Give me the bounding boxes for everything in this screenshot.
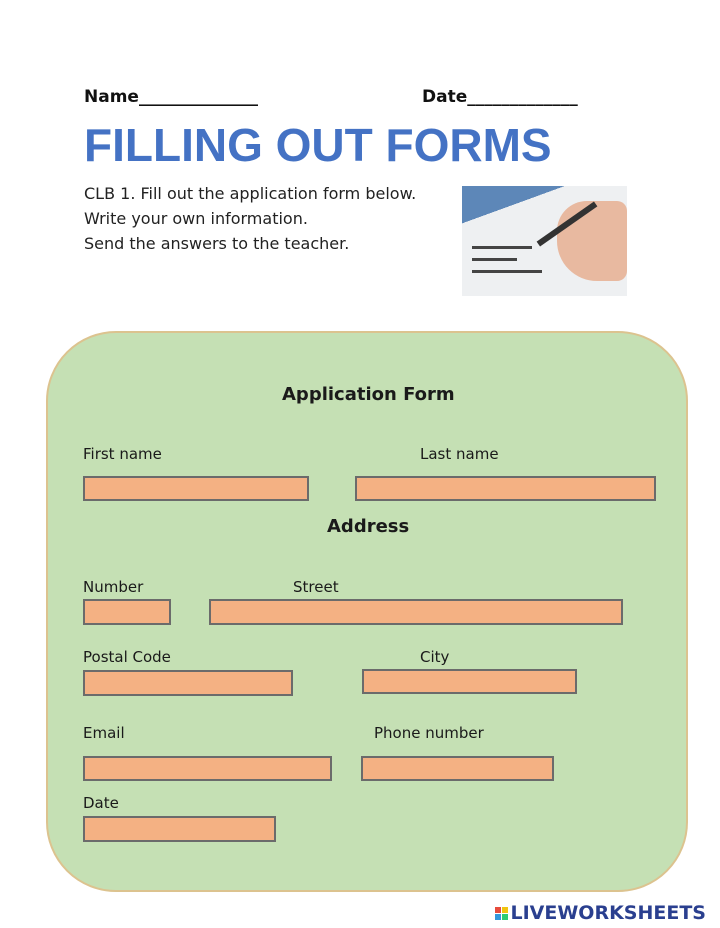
date-line: Date_____________ (422, 87, 578, 107)
instruction-2: Write your own information. (84, 209, 308, 228)
last-name-label: Last name (420, 445, 499, 463)
postal-code-input[interactable] (83, 670, 293, 696)
email-input[interactable] (83, 756, 332, 781)
name-line: Name______________ (84, 87, 258, 107)
phone-label: Phone number (374, 724, 484, 742)
email-label: Email (83, 724, 125, 742)
city-label: City (420, 648, 450, 666)
last-name-input[interactable] (355, 476, 656, 501)
logo-text: LIVEWORKSHEETS (510, 902, 706, 924)
street-label: Street (293, 578, 339, 596)
phone-input[interactable] (361, 756, 554, 781)
number-input[interactable] (83, 599, 171, 625)
logo-icon (495, 907, 508, 920)
instruction-3: Send the answers to the teacher. (84, 234, 350, 253)
address-heading: Address (327, 516, 410, 537)
writing-hand-image (462, 186, 627, 296)
date-input[interactable] (83, 816, 276, 842)
date-label: Date (83, 794, 119, 812)
liveworksheets-logo (495, 902, 706, 924)
number-label: Number (83, 578, 144, 596)
first-name-label: First name (83, 445, 162, 463)
postal-code-label: Postal Code (83, 648, 171, 666)
city-input[interactable] (362, 669, 577, 694)
instruction-1: CLB 1. Fill out the application form below. (84, 184, 417, 203)
street-input[interactable] (209, 599, 623, 625)
page-title: FILLING OUT FORMS (84, 119, 552, 171)
form-heading: Application Form (282, 384, 455, 405)
first-name-input[interactable] (83, 476, 309, 501)
